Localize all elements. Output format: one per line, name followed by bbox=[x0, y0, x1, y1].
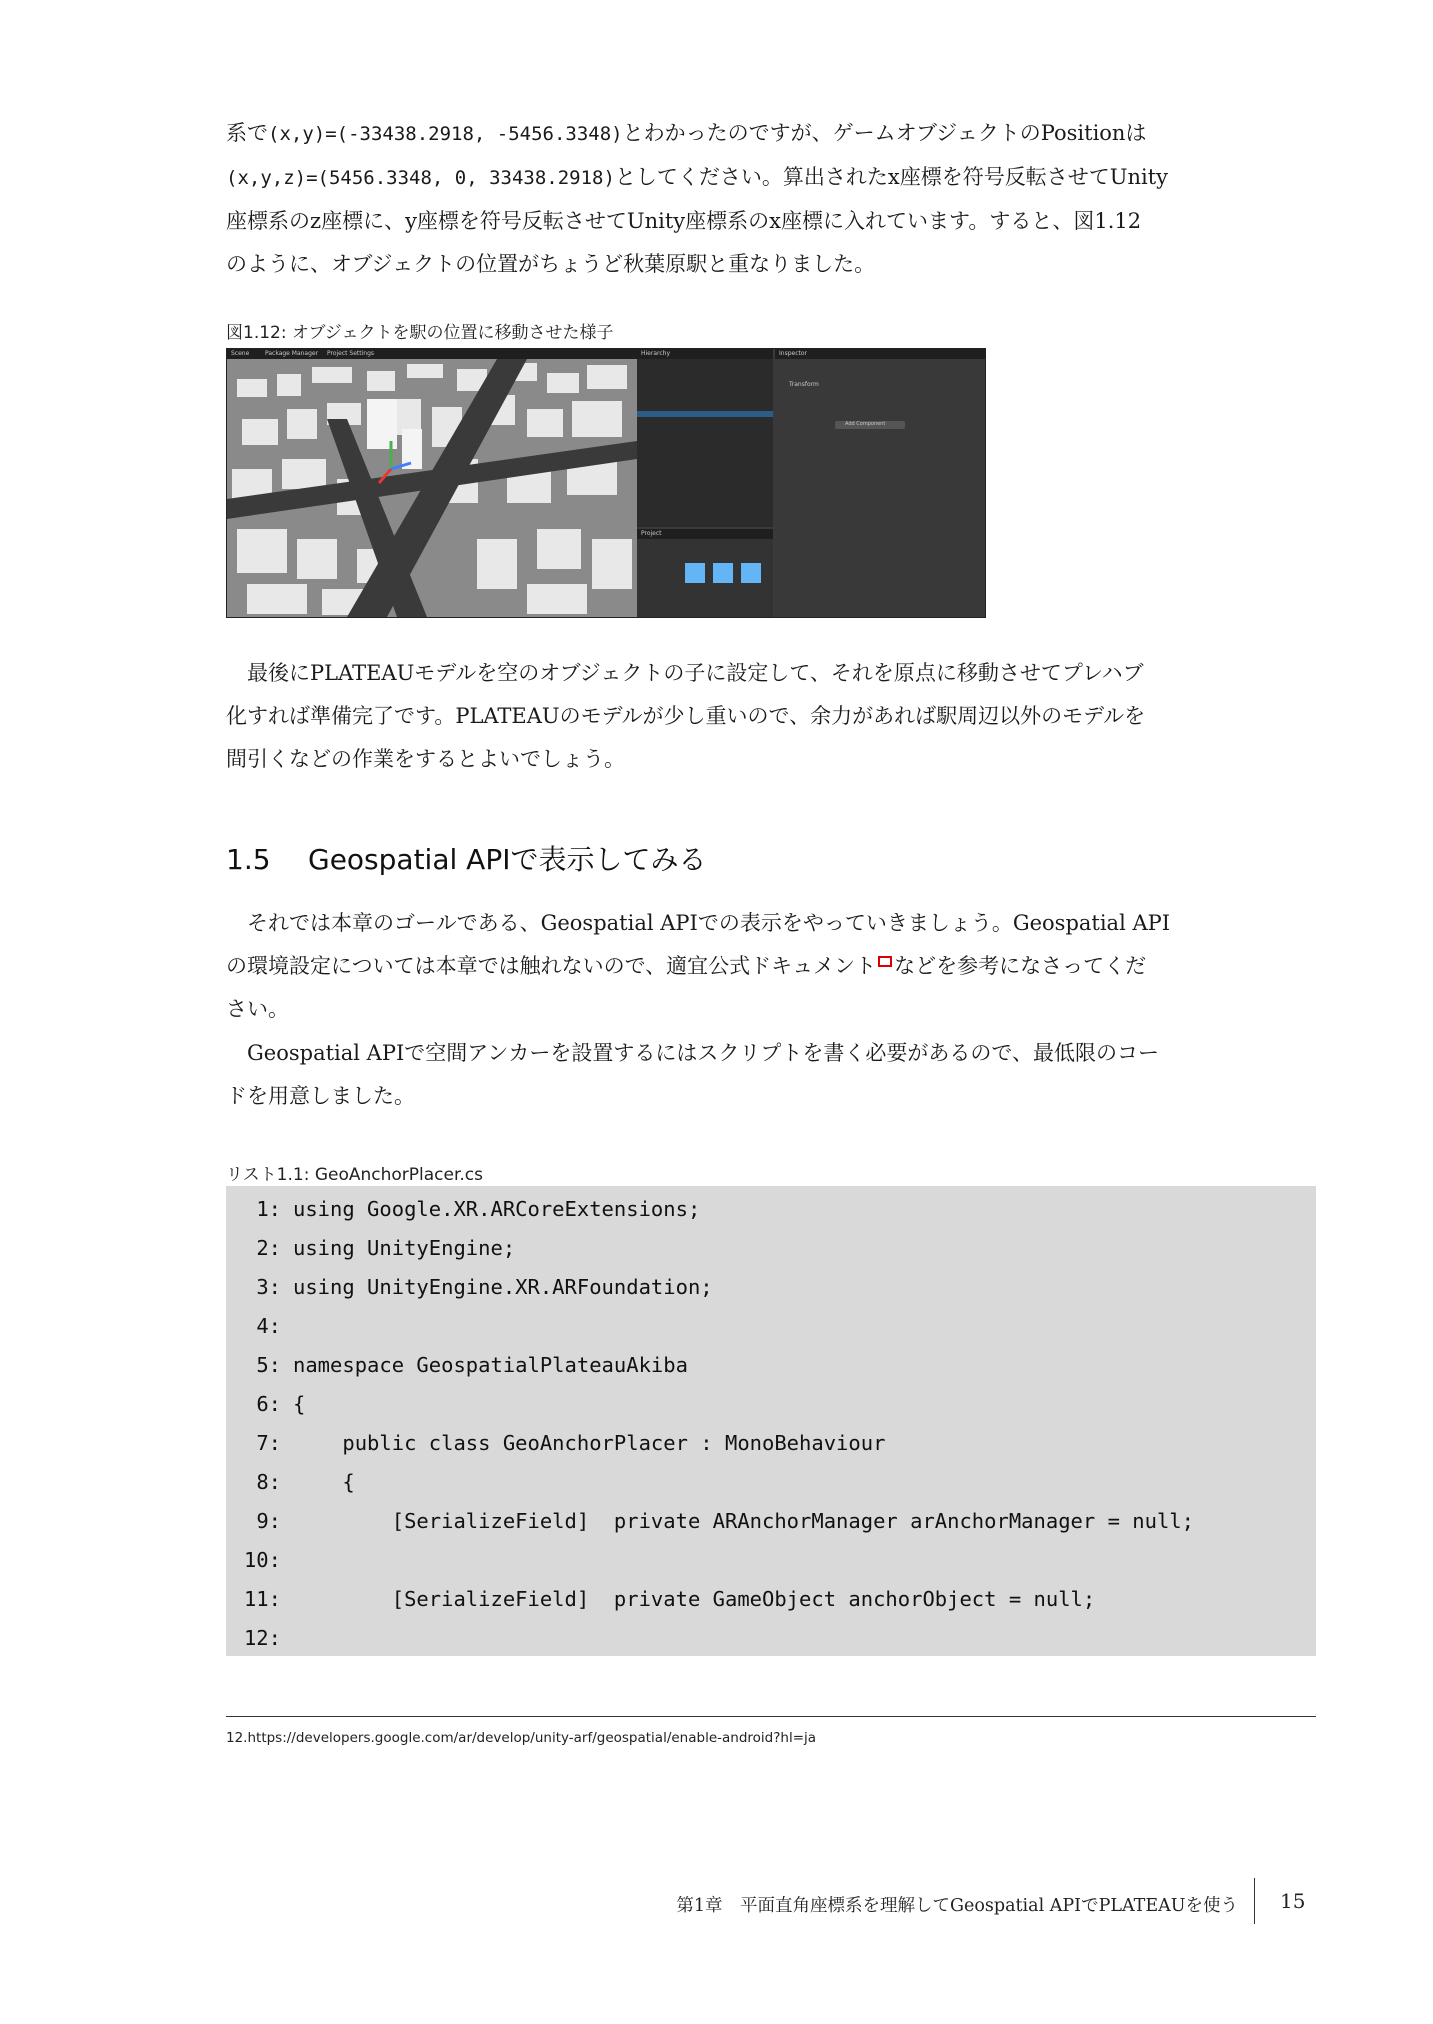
page-number: 15 bbox=[1280, 1889, 1306, 1913]
hierarchy-title: Hierarchy bbox=[641, 350, 671, 357]
text-line: 間引くなどの作業をするとよいでしょう。 bbox=[226, 747, 625, 771]
code-line: 5: namespace GeospatialPlateauAkiba bbox=[256, 1353, 688, 1377]
text-line: 系で(x,y)=(-33438.2918, -5456.3348)とわかったのですが、ゲームオブジェクトのPositionは bbox=[226, 121, 1147, 145]
tab-project-settings: Project Settings bbox=[327, 350, 375, 357]
footnote-marker-icon[interactable] bbox=[878, 956, 892, 967]
section-heading bbox=[226, 838, 706, 878]
footer-divider bbox=[1254, 1878, 1255, 1924]
project-header bbox=[637, 529, 773, 539]
code-line: 12: bbox=[243, 1626, 281, 1650]
inspector-panel bbox=[775, 349, 985, 617]
text-line: それでは本章のゴールである、Geospatial APIでの表示をやっていきましょう。Geospatial API bbox=[226, 911, 1171, 935]
text-line: 化すれば準備完了です。PLATEAUのモデルが少し重いので、余力があれば駅周辺以外のモデルを bbox=[226, 704, 1146, 728]
text-line: (x,y,z)=(5456.3348, 0, 33438.2918)としてください。算出されたx座標を符号反転させてUnity bbox=[226, 165, 1169, 189]
code-line: 9: [SerializeField] private ARAnchorManager arAnchorManager = null; bbox=[256, 1509, 1194, 1533]
hierarchy-header bbox=[637, 349, 773, 359]
section-number: 1.5 bbox=[226, 843, 271, 876]
section-title: Geospatial APIで表示してみる bbox=[308, 843, 707, 876]
hierarchy-panel bbox=[637, 349, 773, 527]
footnote-link[interactable]: 12.https://developers.google.com/ar/develop/unity-arf/geospatial/enable-android?hl=ja bbox=[226, 1730, 817, 1746]
transform-label: Transform bbox=[789, 381, 819, 388]
paragraph-script-intro bbox=[226, 1032, 1316, 1118]
tab-scene: Scene bbox=[231, 350, 250, 357]
scene-tab-bar bbox=[227, 349, 637, 359]
code-line: 7: public class GeoAnchorPlacer : MonoBehaviour bbox=[256, 1431, 886, 1455]
code-line: 3: using UnityEngine.XR.ARFoundation; bbox=[256, 1275, 713, 1299]
text-line: Geospatial APIで空間アンカーを設置するにはスクリプトを書く必要があるので、最低限のコー bbox=[226, 1041, 1159, 1065]
code-line: 2: using UnityEngine; bbox=[256, 1236, 516, 1260]
paragraph-prefab bbox=[226, 652, 1316, 781]
scene-view-city bbox=[227, 359, 637, 617]
listing-caption: リスト1.1: GeoAnchorPlacer.cs bbox=[226, 1165, 484, 1185]
project-panel bbox=[637, 529, 773, 617]
text-line: 座標系のz座標に、y座標を符号反転させてUnity座標系のx座標に入れています。すると、図1.12 bbox=[226, 209, 1142, 233]
code-line: 11: [SerializeField] private GameObject anchorObject = null; bbox=[243, 1587, 1096, 1611]
tab-package-manager: Package Manager bbox=[265, 350, 319, 357]
code-line: 1: using Google.XR.ARCoreExtensions; bbox=[256, 1197, 701, 1221]
inspector-header bbox=[775, 349, 985, 359]
text-line: のように、オブジェクトの位置がちょうど秋葉原駅と重なりました。 bbox=[226, 252, 876, 276]
add-component-button bbox=[835, 421, 905, 429]
project-title: Project bbox=[641, 530, 662, 537]
code-line: 4: bbox=[256, 1314, 281, 1338]
code-line: 10: bbox=[243, 1548, 281, 1572]
footnote-divider bbox=[226, 1716, 1316, 1717]
text-line: 最後にPLATEAUモデルを空のオブジェクトの子に設定して、それを原点に移動させてプレハブ bbox=[226, 661, 1144, 685]
running-footer-chapter: 第1章 平面直角座標系を理解してGeospatial APIでPLATEAUを使う bbox=[676, 1896, 1238, 1916]
add-component-label: Add Component bbox=[845, 421, 886, 427]
hierarchy-selected-row bbox=[637, 411, 773, 417]
text-line: の環境設定については本章では触れないので、適宜公式ドキュメント などを参考になさってくだ bbox=[226, 954, 1147, 978]
paragraph-intro bbox=[226, 112, 1316, 286]
code-listing bbox=[226, 1186, 1316, 1656]
paragraph-geospatial-intro bbox=[226, 902, 1316, 1031]
prefab-icons bbox=[685, 559, 765, 589]
figure-unity-screenshot bbox=[226, 348, 986, 618]
inspector-title: Inspector bbox=[779, 350, 807, 357]
text-line: さい。 bbox=[226, 997, 289, 1021]
figure-caption: 図1.12: オブジェクトを駅の位置に移動させた様子 bbox=[226, 323, 614, 343]
code-line: 8: { bbox=[256, 1470, 355, 1494]
text-line: ドを用意しました。 bbox=[226, 1084, 415, 1108]
code-line: 6: { bbox=[256, 1392, 306, 1416]
